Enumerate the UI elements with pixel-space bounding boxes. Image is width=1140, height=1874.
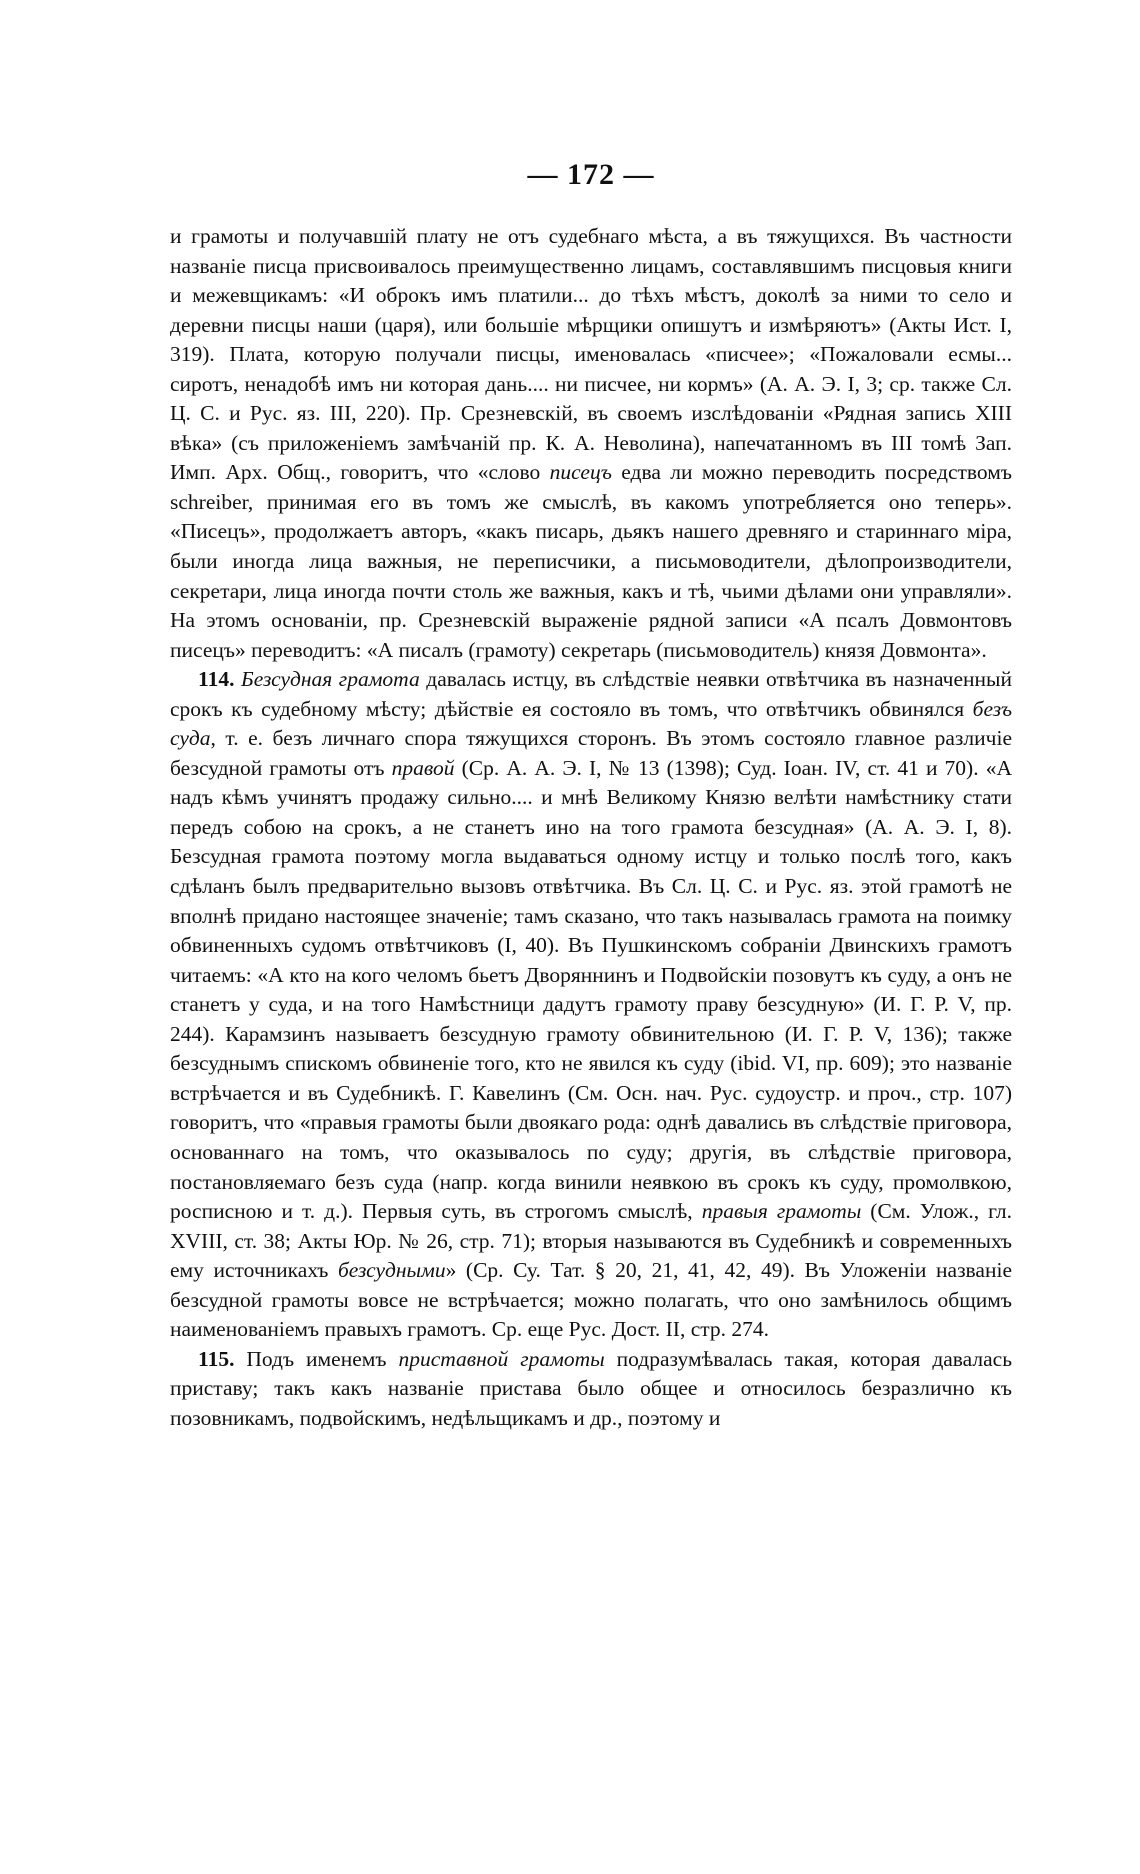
- text-run: (Ср. А. А. Э. I, № 13 (1398); Суд. Іоан. IV, ст. 41 и 70). «А надъ кѣмъ учинятъ продажу сильно.... и мнѣ Великому Князю велѣти намѣстнику стати передъ собою на срокъ, а не станетъ ино на того грамота безсудная» (А. А. Э. I, 8). Безсудная грамота поэтому могла выдаваться одному истцу и только послѣ того, какъ сдѣланъ былъ предварительно вызовъ отвѣтчика. Въ Сл. Ц. С. и Рус. яз. этой грамотѣ не вполнѣ придано настоящее значеніе; тамъ сказано, что такъ называлась грамота на поимку обвиненныхъ судомъ отвѣтчиковъ (I, 40). Въ Пушкинскомъ собраніи Двинскихъ грамотъ читаемъ: «А кто на кого челомъ бьетъ Дворяннинъ и Подвойскіи позовутъ къ суду, а онъ не станетъ у суда, и на того Намѣстници дадутъ грамоту праву безсудную» (И. Г. Р. V, пр. 244). Карамзинъ называетъ безсудную грамоту обвинительною (И. Г. Р. V, 136); также безсуднымъ спискомъ обвиненіе того, кто не явился къ суду (ibid. VI, пр. 609); это названіе встрѣчается и въ Судебникѣ. Г. Кавелинъ (См. Осн. нач. Рус. судоустр. и проч., стр. 107) говоритъ, что «правыя грамоты были двоякаго рода: однѣ давались въ слѣдствіе приговора, основаннаго на томъ, что оказывалось по суду; другія, въ слѣдствіе приговора, постановляемаго безъ суда (напр. когда винили неявкою въ срокъ къ суду, промолвкою, росписною и т. д.). Первыя суть, въ строгомъ смыслѣ,: [170, 755, 1012, 1224]
- book-page: [170, 150, 1012, 1433]
- paragraph-number: 115.: [198, 1346, 235, 1371]
- paragraph-p2: [170, 1345, 1012, 1434]
- paragraph-number: 114.: [198, 667, 235, 692]
- italic-text: Безсудная грамота: [241, 667, 420, 692]
- page-number: — 172 —: [527, 158, 655, 191]
- paragraph-p0: [170, 222, 1012, 665]
- italic-text: безсудными: [337, 1258, 446, 1283]
- paragraph-p1: [170, 665, 1012, 1345]
- text-run: едва ли можно переводить посредствомъ schreiber, принимая его въ томъ же смыслѣ, въ какомъ употребляется оно теперь». «Писецъ», продолжаетъ авторъ, «какъ писарь, дьякъ нашего древняго и стариннаго міра, были иногда лица важныя, не переписчики, а письмоводители, дѣлопроизводители, секретари, лица иногда почти столь же важныя, какъ и тѣ, чьими дѣлами они управляли». На этомъ основаніи, пр. Срезневскій выраженіе рядной записи «А псалъ Довмонтовъ писецъ» переводитъ: «А писалъ (грамоту) секретарь (письмоводитель) князя Довмонта».: [170, 460, 1012, 662]
- text-run: Подъ именемъ: [234, 1346, 399, 1371]
- text-run: подразумѣвалась такая, которая давалась приставу; такъ какъ названіе пристава было общее и относилось безразлично къ позовникамъ, подвойскимъ, недѣльщикамъ и др., поэтому и: [170, 1346, 1013, 1430]
- text-run: давалась истцу, въ слѣдствіе неявки отвѣтчика въ назначенный срокъ къ судебному мѣсту; дѣйствіе ея состояло въ томъ, что отвѣтчикъ обвинялся: [170, 667, 1013, 721]
- text-run: и грамоты и получавшій плату не отъ судебнаго мѣста, а въ тяжущихся. Въ частности названіе писца присвоивалось преимущественно лицамъ, составлявшимъ писцовыя книги и межевщикамъ: «И оброкъ имъ платили... до тѣхъ мѣстъ, доколѣ за ними то село и деревни писцы наши (царя), или большіе мѣрщики опишутъ и измѣряютъ» (Акты Ист. I, 319). Плата, которую получали писцы, именовалась «писчее»; «Пожаловали есмы... сиротъ, ненадобѣ имъ ни которая дань.... ни писчее, ни кормъ» (А. А. Э. I, 3; ср. также Сл. Ц. С. и Рус. яз. III, 220). Пр. Срезневскій, въ своемъ изслѣдованіи «Рядная запись XIII вѣка» (съ приложеніемъ замѣчаній пр. К. А. Неволина), напечатанномъ въ III томѣ Зап. Имп. Арх. Общ., говоритъ, что «слово: [170, 224, 1012, 485]
- italic-text: правыя грамоты: [701, 1199, 862, 1224]
- body-text: [170, 222, 1012, 1433]
- text-run: , т. е. безъ личнаго спора тяжущихся сторонъ. Въ этомъ состояло главное различіе безсудной грамоты отъ: [170, 726, 1012, 780]
- text-run: » (Ср. Су. Тат. § 20, 21, 41, 42, 49). Въ Уложеніи названіе безсудной грамоты вовсе не встрѣчается; можно полагать, что оно замѣнилось общимъ наименованіемъ правыхъ грамотъ. Ср. еще Рус. Дост. II, стр. 274.: [170, 1258, 1012, 1342]
- italic-text: правой: [391, 755, 455, 780]
- italic-text: безъ суда: [170, 696, 1012, 751]
- italic-text: приставной грамоты: [398, 1346, 605, 1371]
- italic-text: писецъ: [549, 460, 612, 485]
- text-run: (См. Улож., гл. XVIII, ст. 38; Акты Юр. № 26, стр. 71); вторыя называются въ Судебникѣ и современныхъ ему источникахъ: [170, 1199, 1012, 1283]
